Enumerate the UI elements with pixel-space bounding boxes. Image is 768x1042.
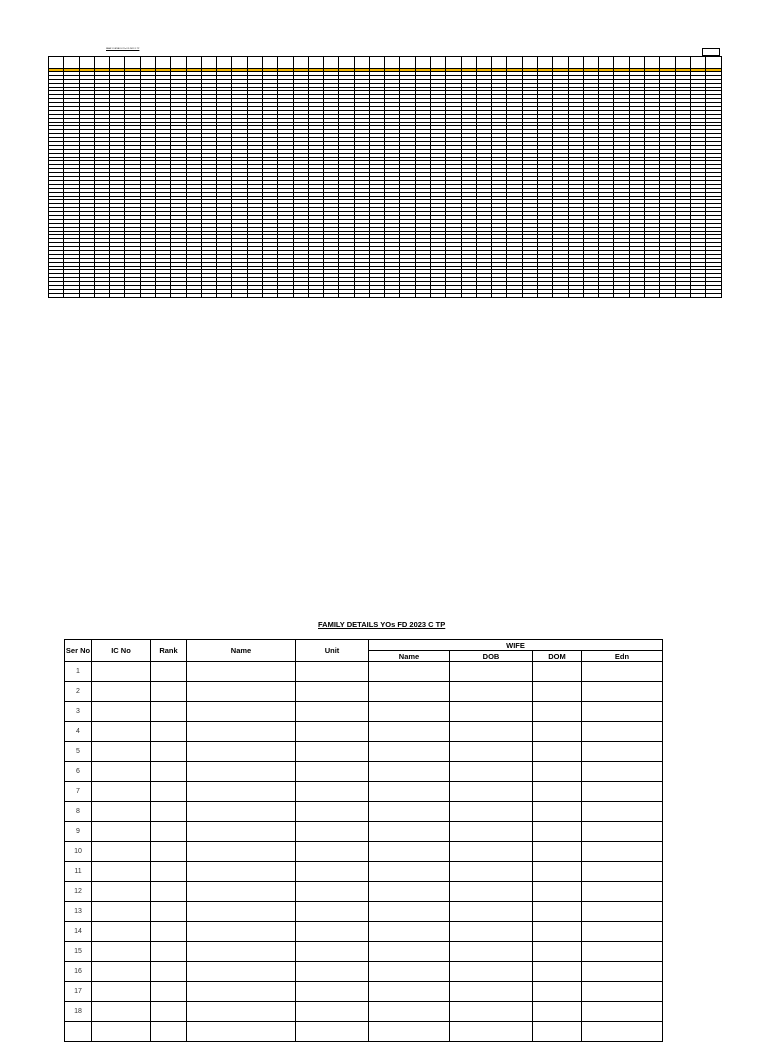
table-cell [582,922,663,942]
overview-header-row [49,57,722,69]
table-cell [92,702,151,722]
table-cell [296,802,369,822]
table-cell [151,882,187,902]
overview-cell [201,293,216,297]
table-cell [151,982,187,1002]
page-title: FAMILY DETAILS YOs FD 2023 C TP [318,620,446,629]
overview-cell [324,293,339,297]
table-row [65,742,663,762]
table-row [65,1022,663,1042]
overview-cell [690,57,705,69]
table-cell [533,982,582,1002]
overview-cell [186,293,201,297]
overview-cell [583,57,598,69]
table-cell [296,782,369,802]
table-cell [533,742,582,762]
overview-cell [507,293,522,297]
table-cell [187,682,296,702]
table-row [65,682,663,702]
table-cell [187,962,296,982]
table-cell [533,862,582,882]
overview-cell [385,57,400,69]
table-cell [369,702,450,722]
table-cell [582,662,663,682]
table-cell [582,962,663,982]
header-wife-dob: DOB [450,651,533,662]
table-cell [533,662,582,682]
overview-cell [400,293,415,297]
table-cell [296,902,369,922]
overview-cell [431,57,446,69]
table-cell [533,962,582,982]
header-ser-no: Ser No [65,640,92,662]
table-cell [187,702,296,722]
table-cell [369,682,450,702]
overview-cell [553,57,568,69]
row-ser-no: 15 [65,942,92,962]
overview-cell [660,293,675,297]
table-cell [151,682,187,702]
table-cell [92,722,151,742]
table-cell [187,922,296,942]
table-cell [92,802,151,822]
overview-cell [232,57,247,69]
overview-cell [94,293,109,297]
table-cell [92,822,151,842]
overview-cell [583,293,598,297]
table-cell [533,762,582,782]
table-cell [533,1022,582,1042]
table-cell [151,1022,187,1042]
overview-cell [369,293,384,297]
table-cell [296,922,369,942]
overview-cell [629,293,644,297]
table-cell [582,722,663,742]
overview-table [48,56,722,298]
table-cell [450,962,533,982]
overview-cell [675,293,690,297]
table-cell [533,722,582,742]
table-cell [296,982,369,1002]
table-row [65,842,663,862]
overview-cell [278,57,293,69]
overview-cell [476,293,491,297]
table-cell [582,1022,663,1042]
overview-cell [217,57,232,69]
table-cell [296,722,369,742]
row-ser-no: 9 [65,822,92,842]
overview-row [49,293,722,297]
overview-cell [125,57,140,69]
row-ser-no: 6 [65,762,92,782]
overview-cell [354,57,369,69]
row-ser-no: 11 [65,862,92,882]
table-row [65,882,663,902]
overview-cell [110,57,125,69]
table-cell [582,682,663,702]
table-cell [582,702,663,722]
table-cell [369,782,450,802]
table-cell [450,742,533,762]
table-row [65,662,663,682]
table-cell [92,662,151,682]
overview-cell [339,57,354,69]
table-cell [187,1022,296,1042]
table-cell [582,822,663,842]
table-cell [369,862,450,882]
table-cell [450,922,533,942]
overview-cell [247,57,262,69]
table-cell [369,982,450,1002]
header-wife-name: Name [369,651,450,662]
table-cell [582,782,663,802]
table-cell [369,762,450,782]
table-cell [151,942,187,962]
overview-cell [675,57,690,69]
table-cell [151,962,187,982]
overview-cell [125,293,140,297]
overview-cell [64,293,79,297]
table-cell [450,1002,533,1022]
table-cell [296,1002,369,1022]
table-cell [582,942,663,962]
table-cell [151,802,187,822]
row-ser-no: 16 [65,962,92,982]
header-wife-dom: DOM [533,651,582,662]
table-row [65,762,663,782]
overview-cell [217,293,232,297]
table-row [65,822,663,842]
row-ser-no: 7 [65,782,92,802]
table-row [65,1002,663,1022]
table-cell [450,802,533,822]
overview-cell [446,57,461,69]
table-cell [92,1022,151,1042]
overview-cell [49,293,64,297]
overview-cell [339,293,354,297]
table-cell [582,882,663,902]
overview-cell [64,57,79,69]
overview-cell [247,293,262,297]
table-cell [296,762,369,782]
table-row [65,802,663,822]
overview-cell [644,293,659,297]
table-cell [369,802,450,822]
table-cell [369,662,450,682]
table-cell [582,762,663,782]
overview-cell [232,293,247,297]
overview-cell [186,57,201,69]
table-cell [533,682,582,702]
overview-cell [155,57,170,69]
overview-cell [706,57,722,69]
table-cell [582,982,663,1002]
overview-cell [94,57,109,69]
table-cell [450,902,533,922]
table-row [65,962,663,982]
overview-cell [706,293,722,297]
table-cell [296,662,369,682]
table-cell [187,662,296,682]
row-ser-no: 13 [65,902,92,922]
table-cell [296,742,369,762]
table-row [65,922,663,942]
overview-cell [568,57,583,69]
row-ser-no: 8 [65,802,92,822]
table-cell [369,742,450,762]
table-cell [369,882,450,902]
overview-cell [110,293,125,297]
overview-cell [308,57,323,69]
table-row [65,702,663,722]
overview-cell [293,293,308,297]
table-cell [92,842,151,862]
table-cell [92,882,151,902]
table-cell [92,742,151,762]
overview-cell [79,293,94,297]
table-cell [369,922,450,942]
overview-cell [415,57,430,69]
overview-cell [49,57,64,69]
table-cell [187,942,296,962]
table-row [65,722,663,742]
table-cell [151,922,187,942]
table-row [65,782,663,802]
table-cell [296,842,369,862]
row-ser-no: 12 [65,882,92,902]
overview-cell [262,293,277,297]
table-cell [450,702,533,722]
row-ser-no: 5 [65,742,92,762]
overview-cell [140,57,155,69]
table-row [65,942,663,962]
overview-cell [614,57,629,69]
table-cell [450,862,533,882]
overview-cell [644,57,659,69]
overview-cell [385,293,400,297]
overview-title: FAMILY DETAILS YOs FD 2023 C TP [106,48,140,50]
table-cell [450,982,533,1002]
overview-cell [140,293,155,297]
table-cell [533,782,582,802]
header-ic-no: IC No [92,640,151,662]
table-cell [151,702,187,722]
table-row [65,862,663,882]
overview-cell [369,57,384,69]
table-cell [151,1002,187,1022]
table-cell [369,1002,450,1022]
table-cell [187,762,296,782]
table-cell [151,822,187,842]
table-cell [533,1002,582,1022]
table-cell [369,822,450,842]
overview-cell [522,57,537,69]
table-cell [187,1002,296,1022]
table-cell [92,962,151,982]
row-ser-no: 17 [65,982,92,1002]
overview-cell [155,293,170,297]
table-cell [533,922,582,942]
table-cell [92,682,151,702]
overview-cell [614,293,629,297]
overview-cell [324,57,339,69]
overview-cell [461,57,476,69]
overview-cell [415,293,430,297]
table-cell [582,802,663,822]
table-cell [533,822,582,842]
table-cell [582,742,663,762]
table-cell [92,762,151,782]
table-row [65,902,663,922]
table-cell [582,1002,663,1022]
table-cell [369,942,450,962]
table-cell [187,802,296,822]
overview-cell [354,293,369,297]
overview-cell [400,57,415,69]
header-wife: WIFE [369,640,663,651]
row-ser-no: 3 [65,702,92,722]
table-cell [296,822,369,842]
row-ser-no: 2 [65,682,92,702]
overview-cell [538,57,553,69]
overview-cell [629,57,644,69]
table-cell [533,842,582,862]
table-cell [151,722,187,742]
overview-cell [171,293,186,297]
table-cell [151,782,187,802]
table-cell [582,902,663,922]
row-ser-no: 14 [65,922,92,942]
overview-cell [171,57,186,69]
table-cell [187,722,296,742]
table-cell [92,862,151,882]
table-cell [92,922,151,942]
overview-cell [79,57,94,69]
table-cell [369,962,450,982]
table-cell [187,982,296,1002]
table-cell [369,902,450,922]
table-cell [582,842,663,862]
overview-cell [446,293,461,297]
table-cell [296,962,369,982]
table-cell [450,682,533,702]
overview-cell [553,293,568,297]
overview-cell [431,293,446,297]
overview-corner-cell [702,48,720,56]
table-cell [187,742,296,762]
table-cell [450,942,533,962]
overview-cell [599,57,614,69]
overview-cell [492,57,507,69]
table-cell [296,942,369,962]
table-cell [151,662,187,682]
table-row [65,982,663,1002]
overview-cell [690,293,705,297]
table-cell [533,882,582,902]
overview-cell [476,57,491,69]
table-cell [533,802,582,822]
table-cell [296,882,369,902]
table-cell [369,842,450,862]
overview-cell [461,293,476,297]
table-cell [450,722,533,742]
table-cell [187,882,296,902]
table-cell [296,1022,369,1042]
table-cell [450,782,533,802]
row-ser-no: 18 [65,1002,92,1022]
header-wife-edn: Edn [582,651,663,662]
table-cell [151,842,187,862]
table-cell [533,902,582,922]
table-cell [151,742,187,762]
table-cell [450,842,533,862]
table-cell [450,1022,533,1042]
table-cell [151,902,187,922]
overview-cell [568,293,583,297]
table-cell [533,942,582,962]
table-cell [296,862,369,882]
table-cell [533,702,582,722]
table-cell [151,762,187,782]
table-cell [450,762,533,782]
table-cell [92,1002,151,1022]
table-cell [296,682,369,702]
header-unit: Unit [296,640,369,662]
table-cell [450,662,533,682]
table-cell [187,862,296,882]
overview-cell [660,57,675,69]
overview-cell [522,293,537,297]
row-ser-no: 10 [65,842,92,862]
overview-cell [278,293,293,297]
table-cell [450,822,533,842]
table-cell [296,702,369,722]
table-cell [151,862,187,882]
table-cell [187,902,296,922]
table-cell [450,882,533,902]
overview-cell [308,293,323,297]
overview-cell [293,57,308,69]
table-cell [187,842,296,862]
row-ser-no: 1 [65,662,92,682]
row-ser-no: 4 [65,722,92,742]
overview-cell [507,57,522,69]
table-cell [369,1022,450,1042]
overview-cell [492,293,507,297]
table-cell [92,782,151,802]
overview-cell [538,293,553,297]
row-ser-no [65,1022,92,1042]
table-cell [369,722,450,742]
table-cell [582,862,663,882]
family-details-table [64,639,663,1042]
header-rank: Rank [151,640,187,662]
table-cell [187,782,296,802]
overview-cell [262,57,277,69]
table-cell [92,982,151,1002]
table-cell [92,902,151,922]
header-name: Name [187,640,296,662]
table-cell [92,942,151,962]
overview-cell [599,293,614,297]
table-cell [187,822,296,842]
spreadsheet-overview [48,44,722,246]
overview-cell [201,57,216,69]
